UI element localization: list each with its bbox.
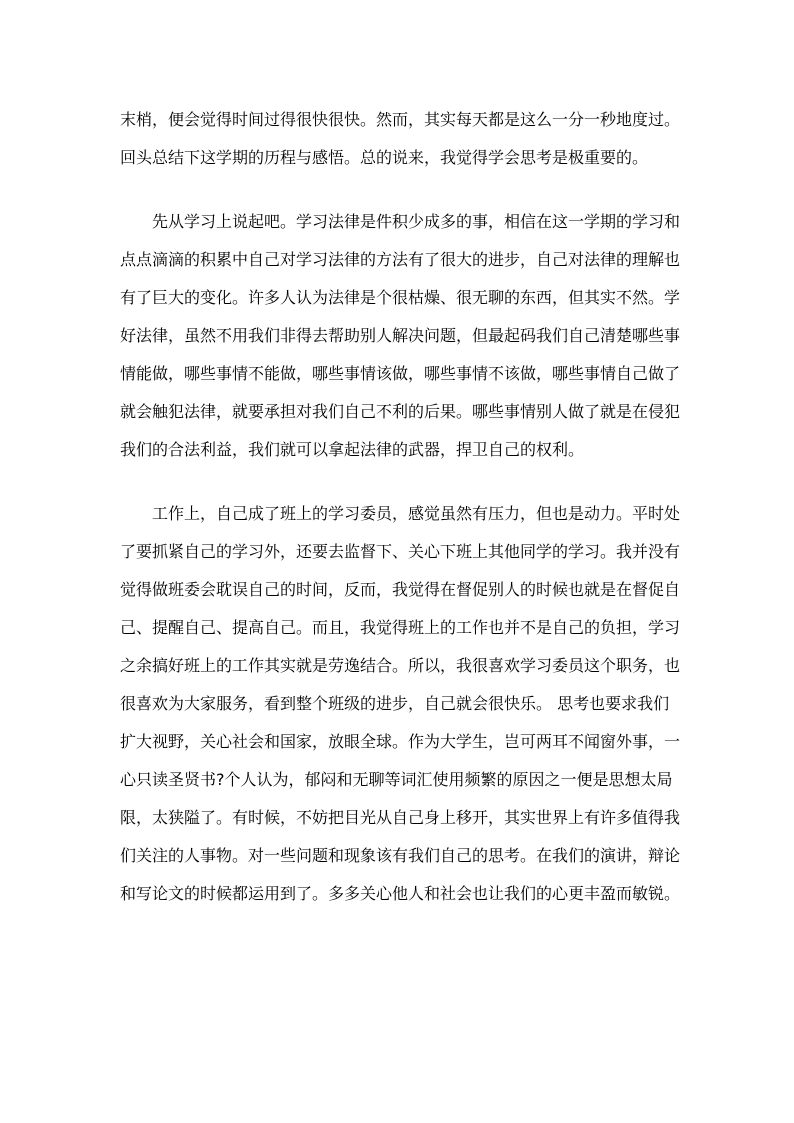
text-line: 情能做，哪些事情不能做，哪些事情该做，哪些事情不该做，哪些事情自己做了 <box>120 364 681 383</box>
text-line: 己、提醒自己、提高自己。而且，我觉得班上的工作也并不是自己的负担，学习 <box>120 618 681 637</box>
text-line: 限，太狭隘了。有时候，不妨把目光从自己身上移开，其实世界上有许多值得我 <box>120 808 681 827</box>
text-line: 我们的合法利益，我们就可以拿起法律的武器，捍卫自己的权利。 <box>120 440 585 459</box>
text-line: 末梢，便会觉得时间过得很快很快。然而，其实每天都是这么一分一秒地度过。 <box>120 110 681 129</box>
text-line: 就会触犯法律，就要承担对我们自己不利的后果。哪些事情别人做了就是在侵犯 <box>120 402 681 421</box>
text-line: 好法律，虽然不用我们非得去帮助别人解决问题，但最起码我们自己清楚哪些事 <box>120 326 681 345</box>
text-line: 之余搞好班上的工作其实就是劳逸结合。所以，我很喜欢学习委员这个职务，也 <box>120 656 681 675</box>
text-line: 回头总结下这学期的历程与感悟。总的说来，我觉得学会思考是极重要的。 <box>120 148 649 167</box>
text-line: 有了巨大的变化。许多人认为法律是个很枯燥、很无聊的东西，但其实不然。学 <box>120 288 681 307</box>
text-line: 心只读圣贤书?个人认为，郁闷和无聊等词汇使用频繁的原因之一便是思想太局 <box>120 770 673 789</box>
text-line: 很喜欢为大家服务，看到整个班级的进步，自己就会很快乐。 思考也要求我们 <box>120 694 670 713</box>
paragraph-first-line: 先从学习上说起吧。学习法律是件积少成多的事，相信在这一学期的学习和 <box>152 212 681 231</box>
text-line: 扩大视野，关心社会和国家，放眼全球。作为大学生，岂可两耳不闻窗外事，一 <box>120 732 681 751</box>
text-line: 和写论文的时候都运用到了。多多关心他人和社会也让我们的心更丰盈而敏锐。 <box>120 884 681 903</box>
text-line: 点点滴滴的积累中自己对学习法律的方法有了很大的进步，自己对法律的理解也 <box>120 250 681 269</box>
text-line: 觉得做班委会耽误自己的时间，反而，我觉得在督促别人的时候也就是在督促自 <box>120 580 681 599</box>
text-line: 们关注的人事物。对一些问题和现象该有我们自己的思考。在我们的演讲，辩论 <box>120 846 681 865</box>
paragraph-first-line: 工作上，自己成了班上的学习委员，感觉虽然有压力，但也是动力。平时处 <box>152 504 681 523</box>
text-line: 了要抓紧自己的学习外，还要去监督下、关心下班上其他同学的学习。我并没有 <box>120 542 681 561</box>
